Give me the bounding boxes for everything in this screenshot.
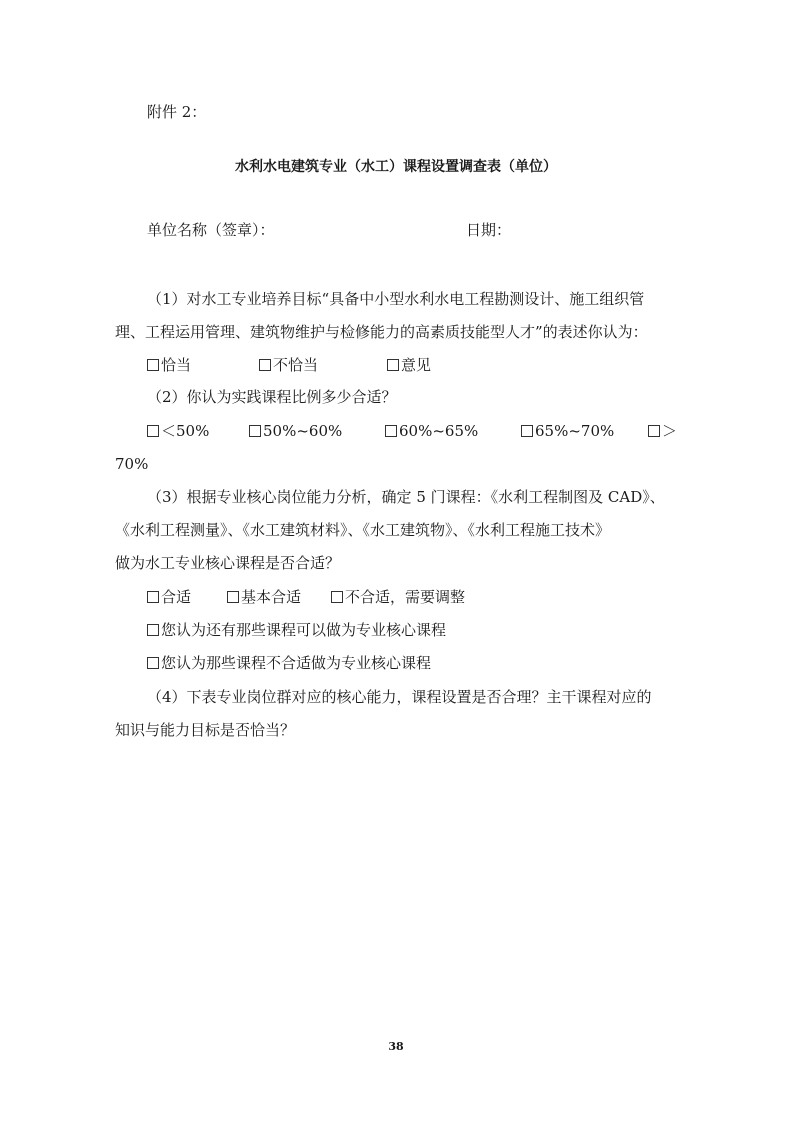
checkbox-icon[interactable]	[387, 359, 399, 371]
checkbox-icon[interactable]	[648, 425, 660, 437]
q3-line2: 《水利工程测量》、《水工建筑材料》、《水工建筑物》、《水利工程施工技术》	[115, 521, 611, 539]
checkbox-icon[interactable]	[147, 624, 159, 636]
q4-line2: 知识与能力目标是否恰当？	[115, 721, 296, 739]
checkbox-icon[interactable]	[385, 425, 397, 437]
q2-line1: （2）你认为实践课程比例多少合适？	[147, 388, 397, 406]
q3-option-4[interactable]: 您认为还有那些课程可以做为专业核心课程	[147, 620, 446, 640]
q2-option-2[interactable]: 50%~60%	[249, 421, 342, 441]
q1-line1: （1）对水工专业培养目标“具备中小型水利水电工程勘测设计、施工组织管	[147, 290, 645, 308]
q3-option-5[interactable]: 您认为那些课程不合适做为专业核心课程	[147, 653, 431, 673]
checkbox-icon[interactable]	[259, 359, 271, 371]
q2-option-3[interactable]: 60%~65%	[385, 421, 478, 441]
checkbox-icon[interactable]	[147, 657, 159, 669]
q1-option-3[interactable]: 意见	[387, 355, 431, 375]
q2-option-5-continuation: 70%	[115, 455, 149, 473]
page-number: 38	[388, 1040, 404, 1053]
checkbox-icon[interactable]	[227, 591, 239, 603]
q2-option-1[interactable]: ＜50%	[147, 421, 209, 441]
q3-option-3[interactable]: 不合适，需要调整	[331, 587, 465, 607]
q4-line1: （4）下表专业岗位群对应的核心能力，课程设置是否合理？主干课程对应的	[147, 688, 652, 706]
q3-option-2[interactable]: 基本合适	[227, 587, 301, 607]
document-title: 水利水电建筑专业（水工）课程设置调查表（单位）	[235, 159, 557, 175]
checkbox-icon[interactable]	[147, 425, 159, 437]
q2-option-4[interactable]: 65%~70%	[521, 421, 614, 441]
attachment-label: 附件 2：	[147, 103, 207, 121]
q2-option-5[interactable]: ＞	[648, 421, 677, 441]
checkbox-icon[interactable]	[147, 359, 159, 371]
checkbox-icon[interactable]	[521, 425, 533, 437]
q3-option-1[interactable]: 合适	[147, 587, 191, 607]
q1-option-2[interactable]: 不恰当	[259, 355, 318, 375]
checkbox-icon[interactable]	[147, 591, 159, 603]
q1-line2: 理、工程运用管理、建筑物维护与检修能力的高素质技能型人才”的表述你认为：	[115, 323, 648, 341]
q1-option-1[interactable]: 恰当	[147, 355, 191, 375]
checkbox-icon[interactable]	[249, 425, 261, 437]
unit-name-label: 单位名称（签章）：	[147, 221, 275, 239]
checkbox-icon[interactable]	[331, 591, 343, 603]
q3-line1: （3）根据专业核心岗位能力分析，确定 5 门课程：《水利工程制图及 CAD》、	[147, 488, 665, 506]
q3-line3: 做为水工专业核心课程是否合适？	[115, 554, 341, 572]
date-label: 日期：	[466, 221, 512, 239]
